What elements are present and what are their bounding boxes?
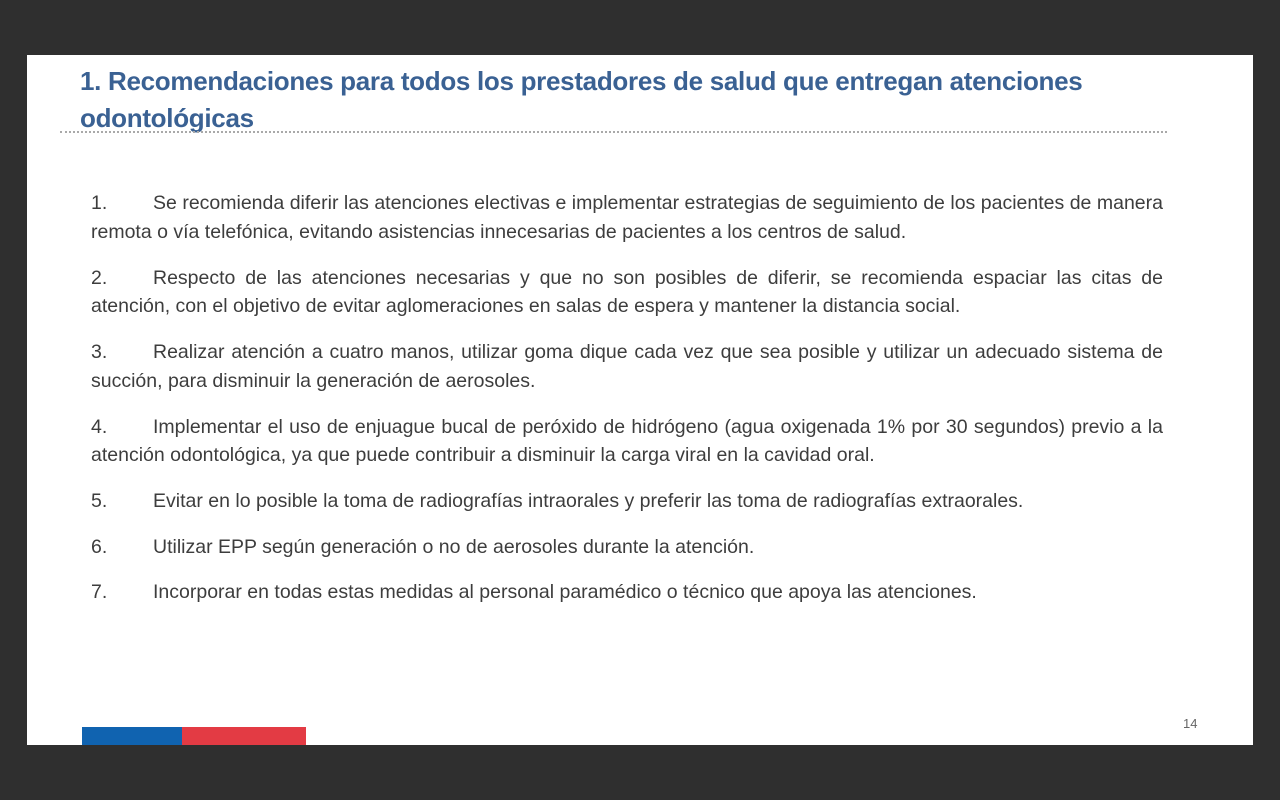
list-item	[91, 413, 1163, 470]
item-number: 2.	[91, 266, 108, 289]
page-number: 14	[1183, 716, 1198, 731]
list-item	[91, 487, 1163, 516]
item-text: Realizar atención a cuatro manos, utilizar goma dique cada vez que sea posible y utilizar un adecuado sistema de succión, para disminuir la generación de aerosoles.	[91, 341, 1163, 392]
slide	[27, 55, 1253, 745]
item-number: 4.	[91, 415, 108, 438]
footer-bar-red	[182, 727, 306, 745]
item-number: 3.	[91, 341, 108, 363]
list-item	[91, 338, 1163, 395]
list-item	[91, 189, 1163, 246]
footer-color-bar	[82, 727, 306, 745]
slide-title: 1. Recomendaciones para todos los prestadores de salud que entregan atenciones odontológicas	[80, 66, 1083, 133]
item-text: Respecto de las atenciones necesarias y que no son posibles de diferir, se recomienda espaciar las citas de atención, con el objetivo de evitar aglomeraciones en salas de espera y mantener la distancia social.	[91, 266, 1163, 317]
item-number: 5.	[91, 490, 108, 512]
item-text: Evitar en lo posible la toma de radiografías intraorales y preferir las toma de radiografías extraorales.	[153, 490, 1024, 512]
item-number: 1.	[91, 192, 108, 214]
item-number: 6.	[91, 535, 108, 558]
recommendations-list	[91, 189, 1163, 624]
item-text: Se recomienda diferir las atenciones electivas e implementar estrategias de seguimiento de los pacientes de manera remota o vía telefónica, evitando asistencias innecesarias de pacientes a los centros de salud.	[91, 192, 1163, 243]
item-text: Incorporar en todas estas medidas al personal paramédico o técnico que apoya las atenciones.	[153, 581, 977, 603]
title-divider	[60, 131, 1167, 133]
footer-bar-blue	[82, 727, 182, 745]
list-item	[91, 533, 1163, 562]
item-text: Implementar el uso de enjuague bucal de peróxido de hidrógeno (agua oxigenada 1% por 30 segundos) previo a la atención odontológica, ya que puede contribuir a disminuir la carga viral en la cavidad oral.	[91, 415, 1163, 466]
item-text: Utilizar EPP según generación o no de aerosoles durante la atención.	[153, 535, 755, 558]
item-number: 7.	[91, 581, 108, 603]
list-item	[91, 264, 1163, 321]
list-item	[91, 578, 1163, 607]
